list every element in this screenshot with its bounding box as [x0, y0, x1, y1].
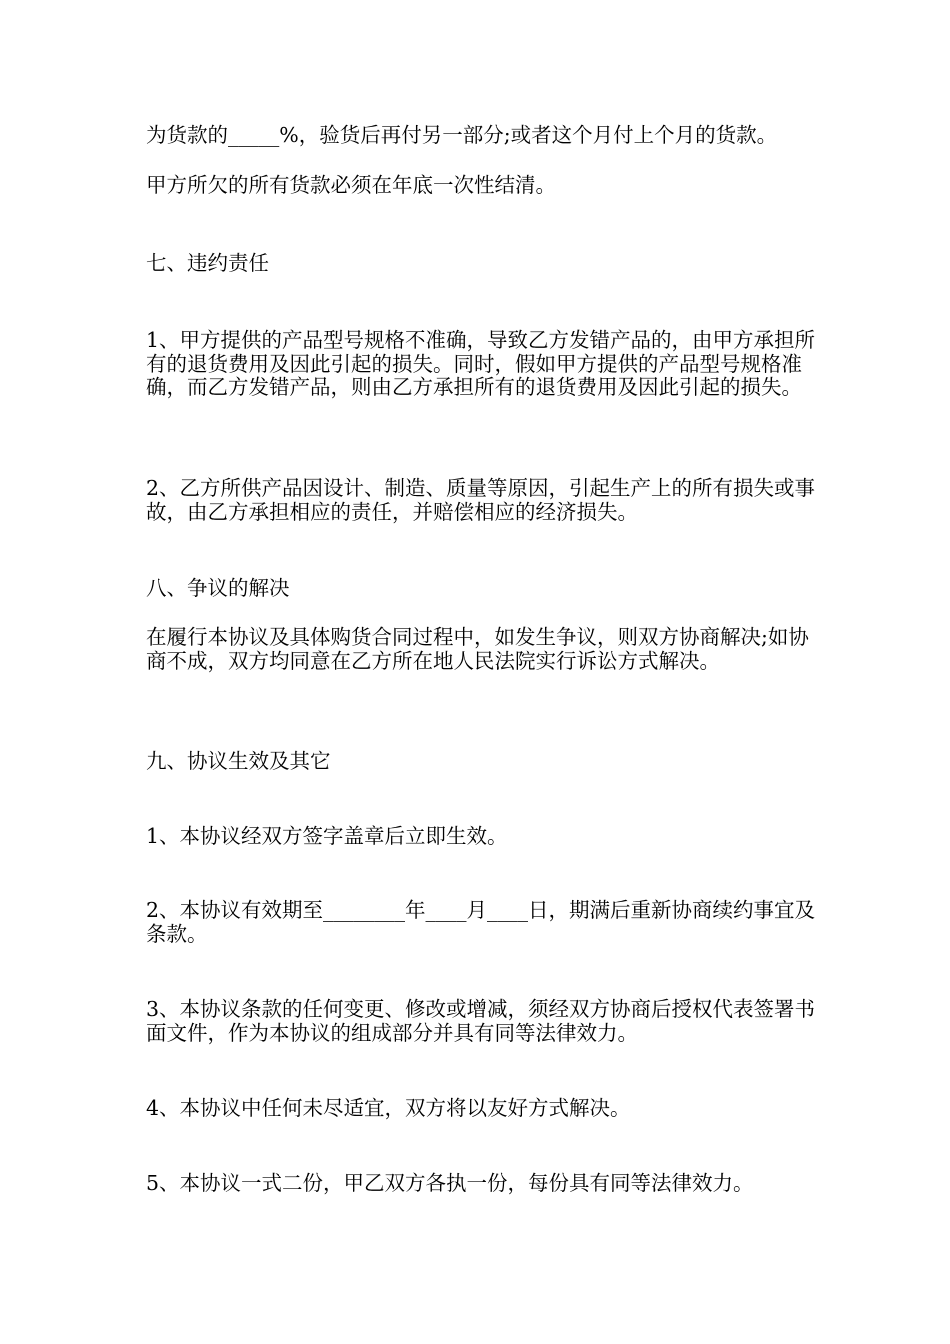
paragraph-breach-2: 2、乙方所供产品因设计、制造、质量等原因，引起生产上的所有损失或事故，由乙方承担相应的责任，并赔偿相应的经济损失。 [146, 476, 816, 524]
paragraph-effect-3: 3、本协议条款的任何变更、修改或增减，须经双方协商后授权代表签署书面文件，作为本协议的组成部分并具有同等法律效力。 [146, 997, 816, 1045]
paragraph-year-end-settlement: 甲方所欠的所有货款必须在年底一次性结清。 [146, 173, 556, 197]
paragraph-breach-1: 1、甲方提供的产品型号规格不准确，导致乙方发错产品的，由甲方承担所有的退货费用及因此引起的损失。同时，假如甲方提供的产品型号规格准确，而乙方发错产品，则由乙方承担所有的退货费用及因此引起的损失。 [146, 328, 816, 399]
paragraph-effect-4: 4、本协议中任何未尽适宜，双方将以友好方式解决。 [146, 1096, 631, 1120]
paragraph-payment-terms: 为货款的_____%，验货后再付另一部分;或者这个月付上个月的货款。 [146, 123, 778, 147]
paragraph-effect-2: 2、本协议有效期至________年____月____日，期满后重新协商续约事宜及条款。 [146, 898, 816, 946]
section-heading-effect: 九、协议生效及其它 [146, 749, 331, 773]
paragraph-dispute: 在履行本协议及具体购货合同过程中，如发生争议，则双方协商解决;如协商不成，双方均同意在乙方所在地人民法院实行诉讼方式解决。 [146, 625, 809, 673]
paragraph-effect-1: 1、本协议经双方签字盖章后立即生效。 [146, 824, 508, 848]
section-heading-breach: 七、违约责任 [146, 251, 269, 275]
paragraph-effect-5: 5、本协议一式二份，甲乙双方各执一份，每份具有同等法律效力。 [146, 1171, 754, 1195]
section-heading-dispute: 八、争议的解决 [146, 576, 290, 600]
